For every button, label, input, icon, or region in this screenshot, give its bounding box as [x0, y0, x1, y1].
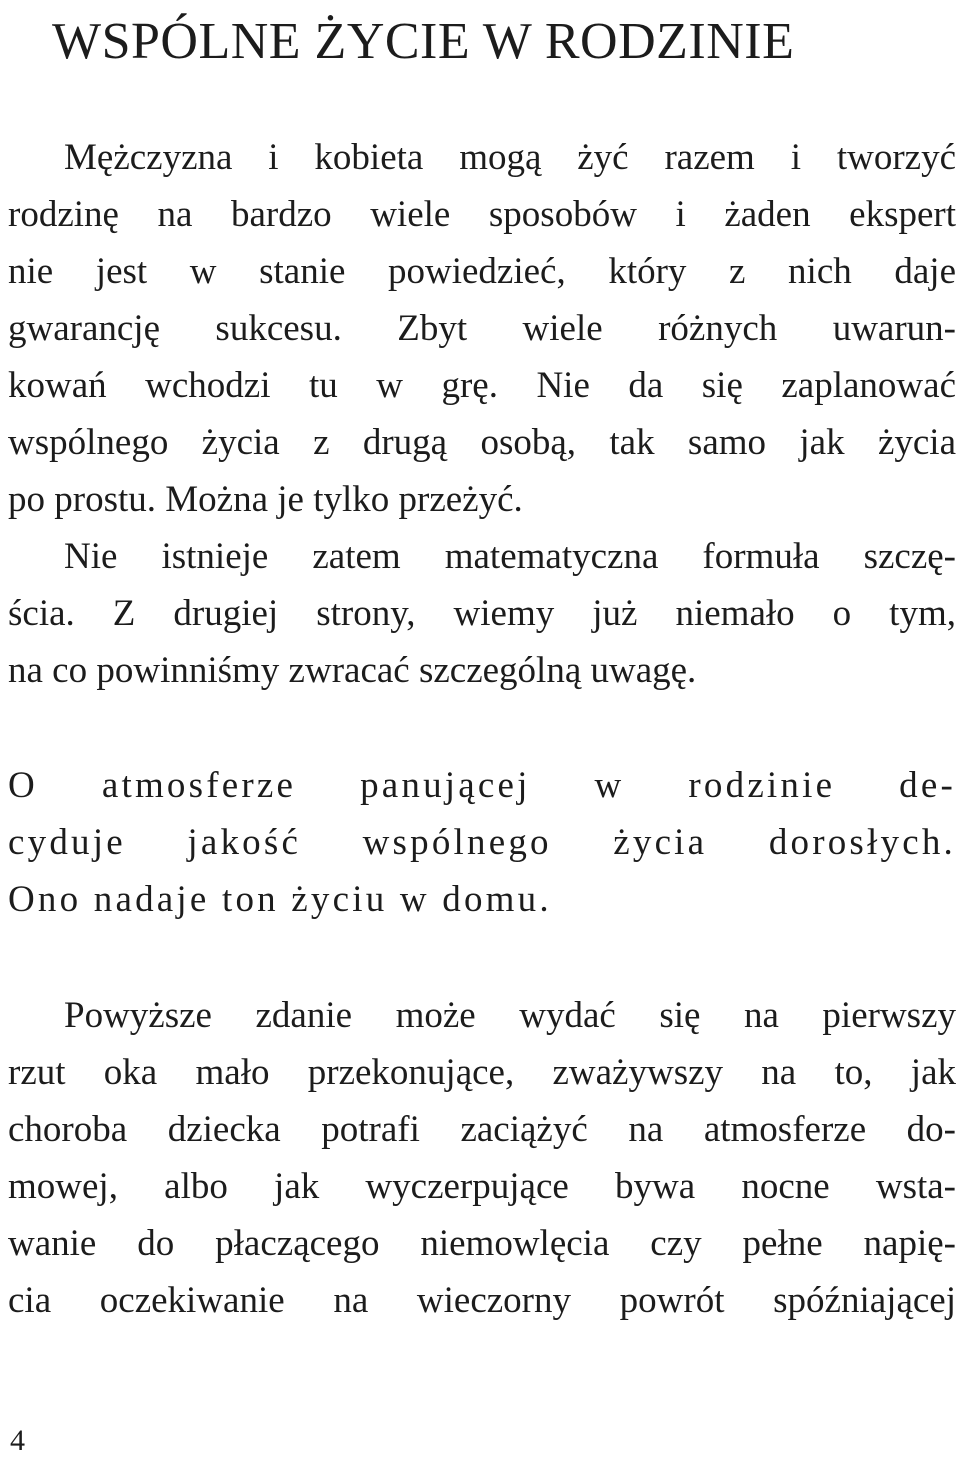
text-line: Mężczyzna i kobieta mogą żyć razem i tworzyć: [64, 137, 956, 178]
text-line: choroba dziecka potrafi zaciążyć na atmosferze do-: [8, 1109, 956, 1150]
text-line: cyduje jakość wspólnego życia dorosłych.: [8, 822, 956, 863]
text-line: cia oczekiwanie na wieczorny powrót spóźniającej: [8, 1280, 956, 1321]
text-line: gwarancję sukcesu. Zbyt wiele różnych uwarun-: [8, 308, 956, 349]
page-title: WSPÓLNE ŻYCIE W RODZINIE: [52, 13, 795, 70]
text-line: po prostu. Można je tylko przeżyć.: [8, 479, 523, 520]
text-line: rzut oka mało przekonujące, zważywszy na to, jak: [8, 1052, 956, 1093]
text-line: kowań wchodzi tu w grę. Nie da się zaplanować: [8, 365, 956, 406]
text-line: rodzinę na bardzo wiele sposobów i żaden ekspert: [8, 194, 956, 235]
text-line: wspólnego życia z drugą osobą, tak samo jak życia: [8, 422, 956, 463]
text-line: Ono nadaje ton życiu w domu.: [8, 879, 552, 920]
text-line: mowej, albo jak wyczerpujące bywa nocne wsta-: [8, 1166, 956, 1207]
text-line: na co powinniśmy zwracać szczególną uwagę.: [8, 650, 697, 691]
text-line: nie jest w stanie powiedzieć, który z nich daje: [8, 251, 956, 292]
text-line: ścia. Z drugiej strony, wiemy już niemało o tym,: [8, 593, 956, 634]
text-line: O atmosferze panującej w rodzinie de-: [8, 765, 956, 806]
text-line: wanie do płaczącego niemowlęcia czy pełne napię-: [8, 1223, 956, 1264]
text-line: Nie istnieje zatem matematyczna formuła szczę-: [64, 536, 956, 577]
page-number: 4: [10, 1424, 25, 1457]
text-line: Powyższe zdanie może wydać się na pierwszy: [64, 995, 956, 1036]
